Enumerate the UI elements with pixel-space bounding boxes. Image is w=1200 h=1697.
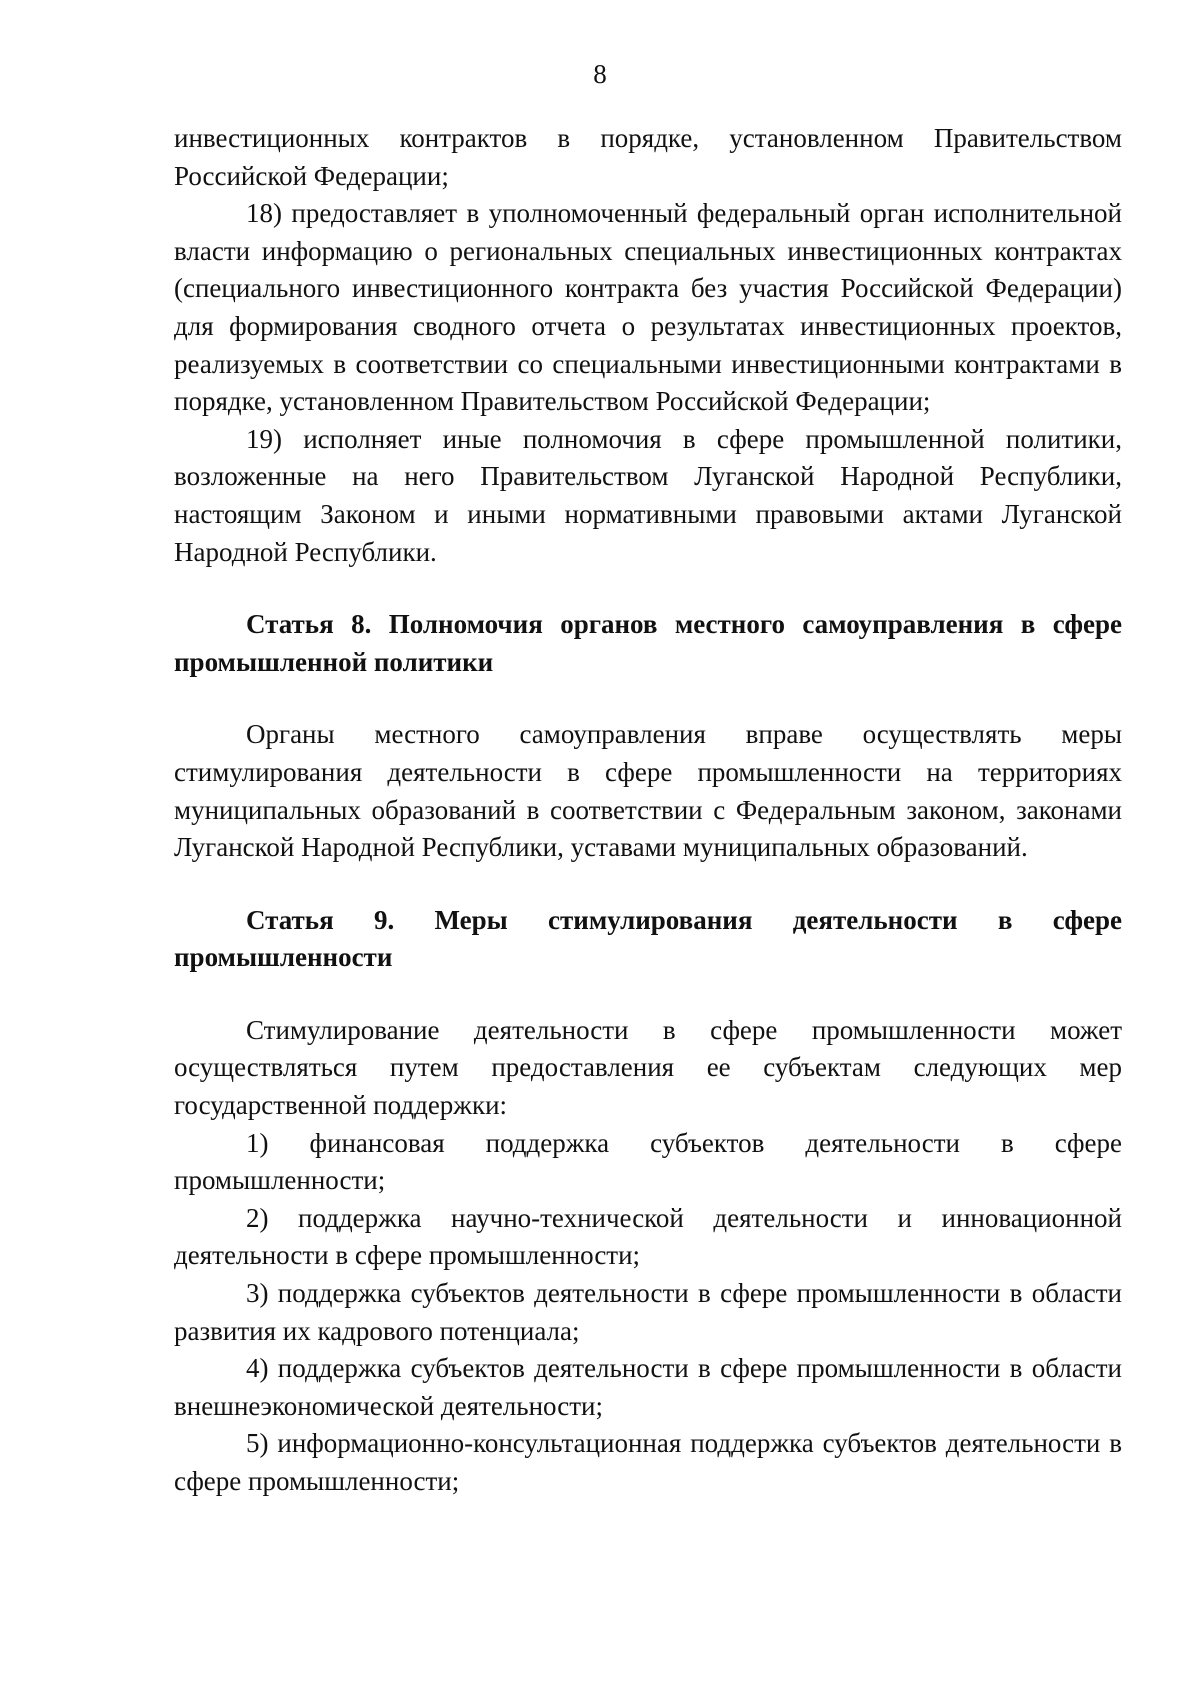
paragraph-continuation: инвестиционных контрактов в порядке, установленном Правительством Российской Федерации; — [174, 123, 1122, 191]
article-9-item-1: 1) финансовая поддержка субъектов деятельности в сфере промышленности; — [174, 1127, 1122, 1196]
article-9-item-4: 4) поддержка субъектов деятельности в сфере промышленности в области внешнеэкономической деятельности; — [174, 1353, 1122, 1421]
article-9-item-2: 2) поддержка научно-технической деятельности и инновационной деятельности в сфере промышленности; — [174, 1202, 1122, 1271]
list-item-19: 19) исполняет иные полномочия в сфере промышленной политики, возложенные на него Правительством Луганской Народной Республики, настоящим Законом и иными нормативными правовыми актами Луганской Народной Республики. — [174, 423, 1122, 567]
article-9-item-3: 3) поддержка субъектов деятельности в сфере промышленности в области развития их кадрового потенциала; — [174, 1278, 1122, 1346]
list-item-18: 18) предоставляет в уполномоченный федеральный орган исполнительной власти информацию о региональных специальных инвестиционных контрактах (специального инвестиционного контракта без участия Российской Федерации) для формирования сводного отчета о результатах инвестиционных проектов, реализуемых в соответствии со специальными инвестиционными контрактами в порядке, установленном Правительством Российской Федерации; — [174, 198, 1122, 417]
document-body — [174, 120, 1122, 1501]
article-8-body: Органы местного самоуправления вправе осуществлять меры стимулирования деятельности в сфере промышленности на территориях муниципальных образований в соответствии с Федеральным законом, законами Луганской Народной Республики, уставами муниципальных образований. — [174, 719, 1122, 863]
article-8-heading: Статья 8. Полномочия органов местного самоуправления в сфере промышленной политики — [174, 609, 1122, 677]
article-9-intro: Стимулирование деятельности в сфере промышленности может осуществляться путем предоставления ее субъектам следующих мер государственной поддержки: — [174, 1014, 1122, 1121]
article-9-item-5: 5) информационно-консультационная поддержка субъектов деятельности в сфере промышленности; — [174, 1428, 1122, 1496]
article-9-heading: Статья 9. Меры стимулирования деятельности в сфере промышленности — [174, 904, 1122, 973]
page-number: 8 — [593, 59, 607, 89]
